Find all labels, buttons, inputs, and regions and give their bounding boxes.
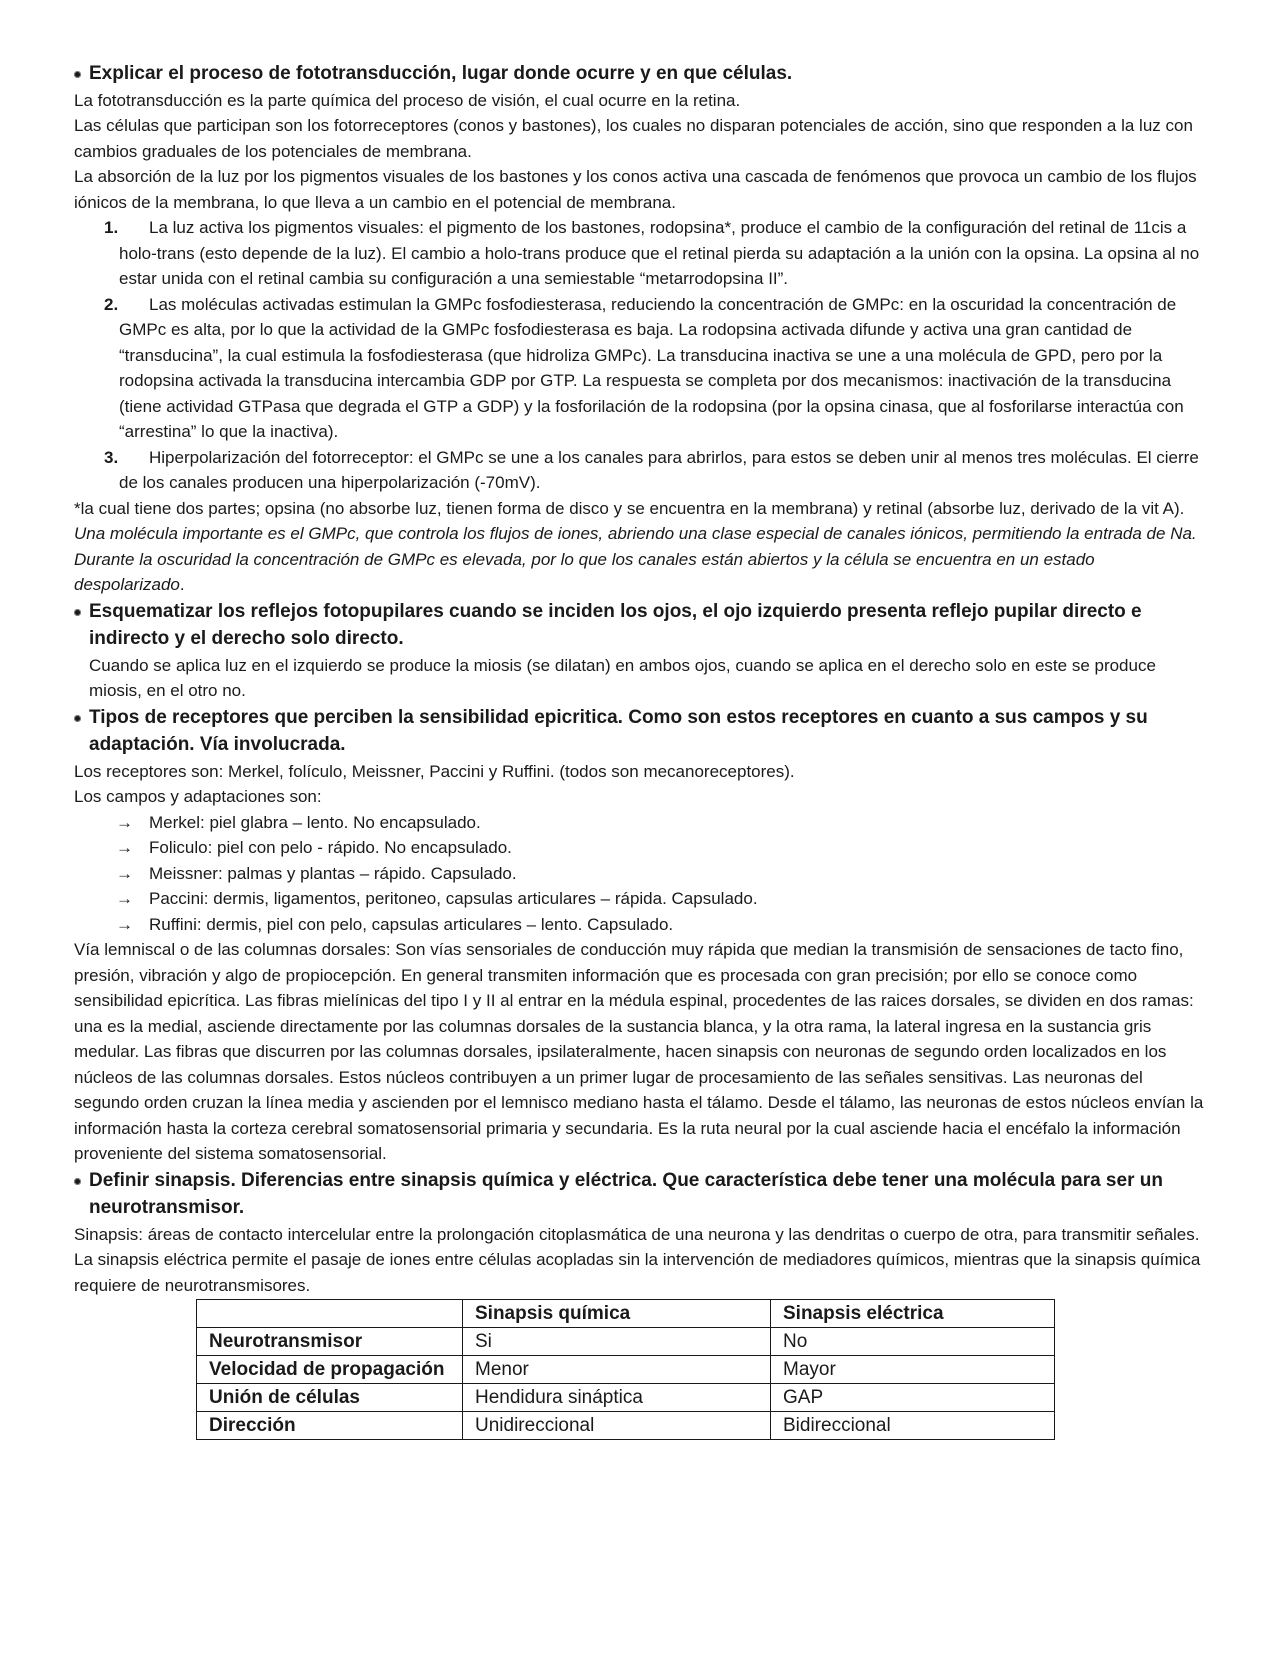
- paragraph: Vía lemniscal o de las columnas dorsales: Son vías sensoriales de conducción muy rápida que median la transmisión de sensaciones de tacto fino, presión, vibración y algo de propiocepción. En general transmiten información que es procesada con gran precisión; por ello se conoce como sensibilidad epicrítica. Las fibras mielínicas del tipo I y II al entrar en la médula espinal, procedentes de las raices dorsales, se dividen en dos ramas: una es la medial, asciende directamente por las columnas dorsales de la sustancia blanca, y la otra rama, la lateral ingresa en la sustancia gris medular. Las fibras que discurren por las columnas dorsales, ipsilateralmente, hacen sinapsis con neuronas de segundo orden localizados en los núcleos de las columnas dorsales. Estos núcleos contribuyen a un primer lugar de procesamiento de las señales sensitivas. Las neuronas del segundo orden cruzan la línea media y ascienden por el lemnisco mediano hasta el tálamo. Desde el tálamo, las neuronas de estos núcleos envían la información hasta la corteza cerebral somatosensorial primaria y secundaria. Es la ruta neural por la cual asciende hacia el encéfalo la información proveniente del sistema somatosensorial.: [74, 940, 1204, 1163]
- list-item-text: Ruffini: dermis, piel con pelo, capsulas articulares – lento. Capsulado.: [149, 914, 674, 934]
- table-cell: Unidireccional: [463, 1412, 771, 1440]
- paragraph: Los campos y adaptaciones son:: [74, 787, 322, 806]
- table-cell: Si: [463, 1328, 771, 1356]
- table-cell: No: [771, 1328, 1055, 1356]
- step-text: Las moléculas activadas estimulan la GMPc fosfodiesterasa, reduciendo la concentración de GMPc: en la oscuridad la concentración de GMPc es alta, por lo que la actividad de la GMPc fosfodiesterasa es baja. La rodopsina activada difunde y activa una gran cantidad de “transducina”, la cual estimula la fosfodiesterasa (que hidroliza GMPc). La transducina inactiva se une a una molécula de GPD, pero por la rodopsina activada la transducina intercambia GDP por GTP. La respuesta se completa por dos mecanismos: inactivación de la transducina (tiene actividad GTPasa que degrada el GTP a GDP) y la fosforilación de la rodopsina (por la opsina cinasa, que al fosforilarse interactúa con “arrestina” lo que la inactiva).: [119, 294, 1184, 441]
- list-item: [74, 810, 1206, 836]
- arrow-icon: →: [116, 889, 133, 908]
- arrow-icon: →: [116, 863, 133, 883]
- step-item: [74, 215, 1206, 292]
- arrow-icon: →: [116, 914, 133, 934]
- table-header: [197, 1300, 463, 1328]
- footnote: *la cual tiene dos partes; opsina (no absorbe luz, tienen forma de disco y se encuentra en la membrana) y retinal (absorbe luz, derivado de la vit A).: [74, 498, 1185, 518]
- table-cell: Unión de células: [197, 1384, 463, 1412]
- table-header: Sinapsis eléctrica: [771, 1300, 1055, 1328]
- paragraph: Los receptores son: Merkel, folículo, Meissner, Paccini y Ruffini. (todos son mecanoreceptores).: [74, 761, 795, 781]
- paragraph: Cuando se aplica luz en el izquierdo se produce la miosis (se dilatan) en ambos ojos, cuando se aplica en el derecho solo en este se produce miosis, en el otro no.: [89, 655, 1156, 700]
- italic-paragraph: [74, 521, 1206, 598]
- table-row: [197, 1328, 1055, 1356]
- step-number: 2.: [104, 294, 119, 314]
- heading-fototransduccion: Explicar el proceso de fototransducción, lugar donde ocurre y en que células.: [74, 60, 1206, 88]
- table-cell: Hendidura sináptica: [463, 1384, 771, 1412]
- steps-list: [74, 215, 1206, 496]
- step-text: La luz activa los pigmentos visuales: el pigmento de los bastones, rodopsina*, produce el cambio de la configuración del retinal de 11cis a holo-trans (esto depende de la luz). El cambio a holo-trans produce que el retinal pierda su adaptación a la unión con la opsina. La opsina al no estar unida con el retinal cambia su configuración a una semiestable “metarrodopsina II”.: [119, 218, 1200, 288]
- table-cell: Menor: [463, 1356, 771, 1384]
- step-item: [74, 445, 1206, 496]
- list-item: [74, 912, 1206, 938]
- list-item-text: Meissner: palmas y plantas – rápido. Capsulado.: [149, 863, 517, 883]
- comparison-table: [196, 1299, 1055, 1440]
- table-row: [197, 1412, 1055, 1440]
- table-row: [197, 1384, 1055, 1412]
- document-page: [74, 60, 1206, 1440]
- italic-text: Una molécula importante es el GMPc, que controla los flujos de iones, abriendo una clase especial de canales iónicos, permitiendo la entrada de Na. Durante la oscuridad la concentración de GMPc es elevada, por lo que los canales están abiertos y la célula se encuentra en un estado despolarizado: [74, 524, 1197, 594]
- list-item-text: Merkel: piel glabra – lento. No encapsulado.: [149, 812, 481, 832]
- list-item-text: Foliculo: piel con pelo - rápido. No encapsulado.: [149, 838, 512, 857]
- receptor-list: [74, 810, 1206, 938]
- table-cell: Dirección: [197, 1412, 463, 1440]
- step-number: 3.: [104, 447, 119, 467]
- heading-reflejos: Esquematizar los reflejos fotopupilares cuando se inciden los ojos, el ojo izquierdo presenta reflejo pupilar directo e indirecto y el derecho solo directo.: [74, 598, 1206, 653]
- heading-sinapsis: Definir sinapsis. Diferencias entre sinapsis química y eléctrica. Que característica debe tener una molécula para ser un neurotransmisor.: [74, 1167, 1206, 1222]
- list-item-text: Paccini: dermis, ligamentos, peritoneo, capsulas articulares – rápida. Capsulado.: [149, 889, 758, 908]
- list-item: [74, 835, 1206, 861]
- table-cell: Mayor: [771, 1356, 1055, 1384]
- table-cell: Velocidad de propagación: [197, 1356, 463, 1384]
- table-header: Sinapsis química: [463, 1300, 771, 1328]
- italic-end: .: [179, 575, 185, 594]
- arrow-icon: →: [116, 838, 133, 857]
- step-text: Hiperpolarización del fotorreceptor: el GMPc se une a los canales para abrirlos, para estos se deben unir al menos tres moléculas. El cierre de los canales producen una hiperpolarización (-70mV).: [119, 447, 1199, 492]
- heading-receptores: Tipos de receptores que perciben la sensibilidad epicritica. Como son estos receptores en cuanto a sus campos y su adaptación. Vía involucrada.: [74, 704, 1206, 759]
- list-item: [74, 861, 1206, 887]
- table-cell: Bidireccional: [771, 1412, 1055, 1440]
- arrow-icon: →: [116, 812, 133, 832]
- step-item: [74, 292, 1206, 445]
- paragraph: La fototransducción es la parte química del proceso de visión, el cual ocurre en la retina.: [74, 90, 741, 110]
- table-row: [197, 1356, 1055, 1384]
- table-cell: Neurotransmisor: [197, 1328, 463, 1356]
- table-header-row: [197, 1300, 1055, 1328]
- step-number: 1.: [104, 218, 119, 237]
- paragraph: Las células que participan son los fotorreceptores (conos y bastones), los cuales no disparan potenciales de acción, sino que responden a la luz con cambios graduales de los potenciales de membrana.: [74, 116, 1193, 161]
- list-item: [74, 886, 1206, 912]
- table-cell: GAP: [771, 1384, 1055, 1412]
- paragraph: La absorción de la luz por los pigmentos visuales de los bastones y los conos activa una cascada de fenómenos que provoca un cambio de los flujos iónicos de la membrana, lo que lleva a un cambio en el potencial de membrana.: [74, 167, 1197, 212]
- paragraph: Sinapsis: áreas de contacto intercelular entre la prolongación citoplasmática de una neurona y las dendritas o cuerpo de otra, para transmitir señales. La sinapsis eléctrica permite el pasaje de iones entre células acopladas sin la intervención de mediadores químicos, mientras que la sinapsis química requiere de neurotransmisores.: [74, 1224, 1201, 1295]
